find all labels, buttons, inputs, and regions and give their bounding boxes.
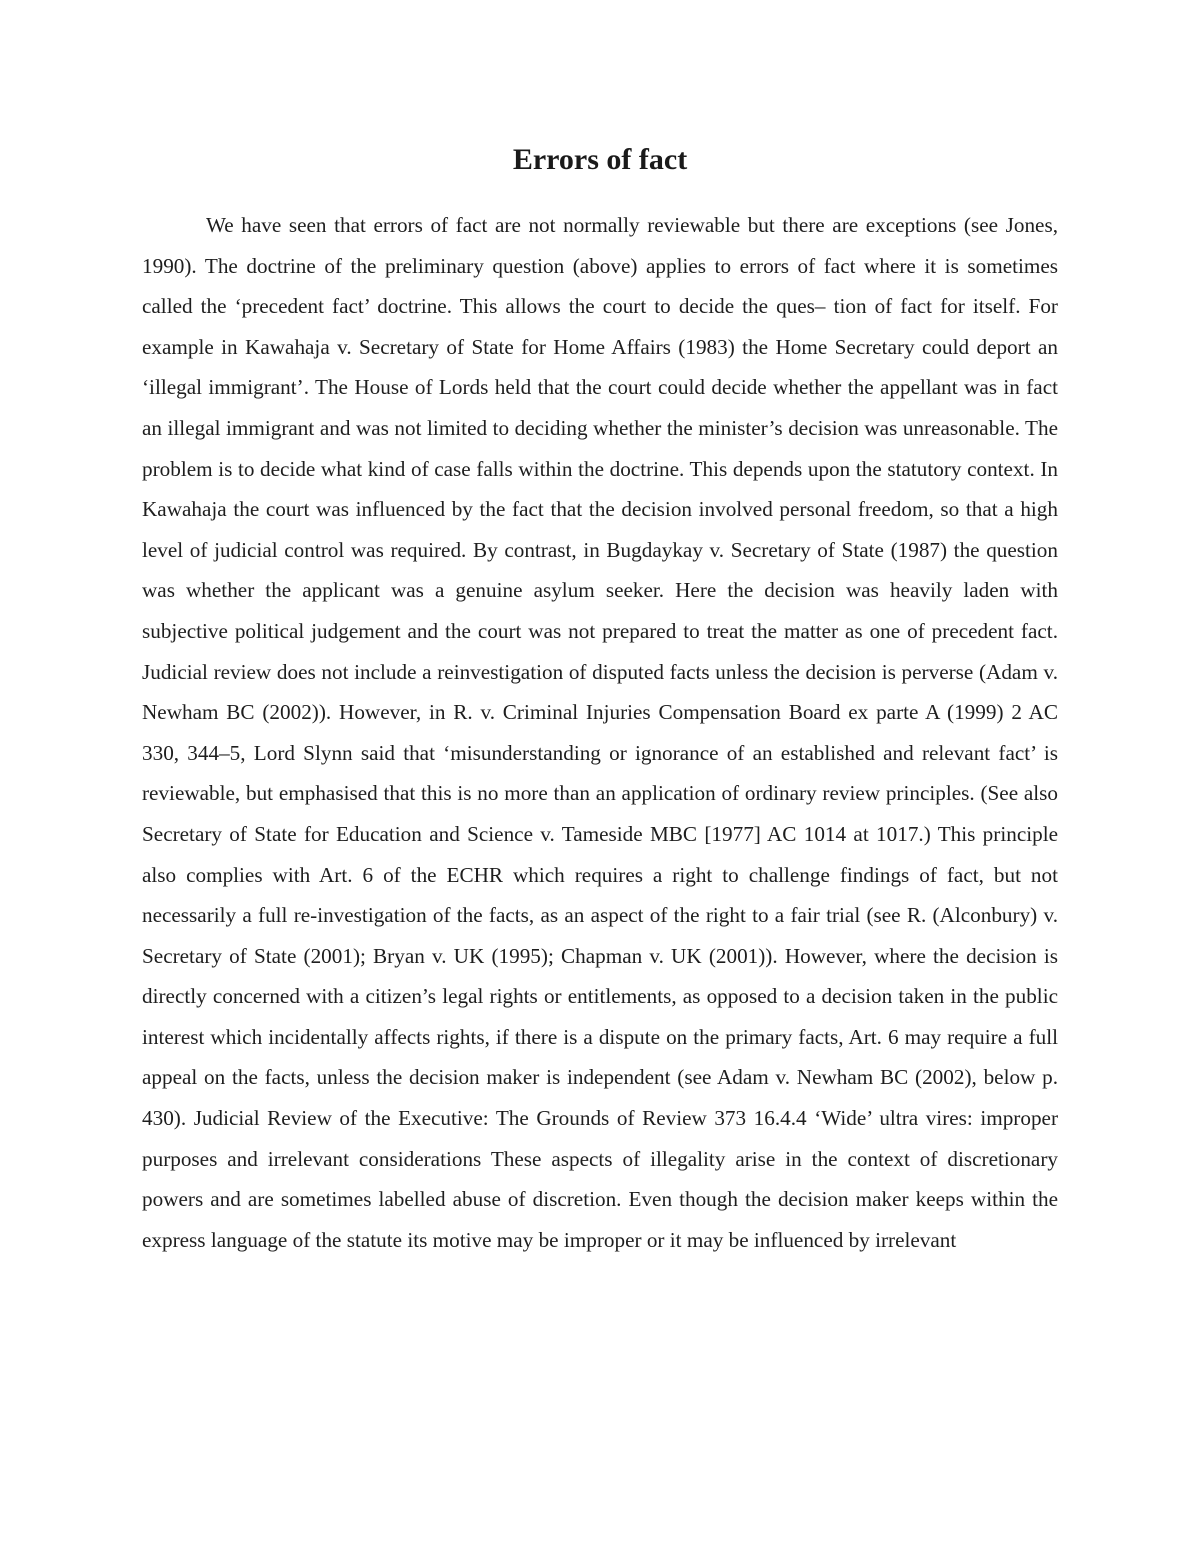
body-paragraph: We have seen that errors of fact are not normally reviewable but there are exceptions (see Jones, 1990). The doctrine of the preliminary question (above) applies to errors of fact where it is sometimes called the ‘precedent fact’ doctrine. This allows the court to decide the ques– tion of fact for itself. For example in Kawahaja v. Secretary of State for Home Affairs (1983) the Home Secretary could deport an ‘illegal immigrant’. The House of Lords held that the court could decide whether the appellant was in fact an illegal immigrant and was not limited to deciding whether the minister’s decision was unreasonable. The problem is to decide what kind of case falls within the doctrine. This depends upon the statutory context. In Kawahaja the court was influenced by the fact that the decision involved personal freedom, so that a high level of judicial control was required. By contrast, in Bugdaykay v. Secretary of State (1987) the question was whether the applicant was a genuine asylum seeker. Here the decision was heavily laden with subjective political judgement and the court was not prepared to treat the matter as one of precedent fact. Judicial review does not include a reinvestigation of disputed facts unless the decision is perverse (Adam v. Newham BC (2002)). However, in R. v. Criminal Injuries Compensation Board ex parte A (1999) 2 AC 330, 344–5, Lord Slynn said that ‘misunderstanding or ignorance of an established and relevant fact’ is reviewable, but emphasised that this is no more than an application of ordinary review principles. (See also Secretary of State for Education and Science v. Tameside MBC [1977] AC 1014 at 1017.) This principle also complies with Art. 6 of the ECHR which requires a right to challenge findings of fact, but not necessarily a full re-investigation of the facts, as an aspect of the right to a fair trial (see R. (Alconbury) v. Secretary of State (2001); Bryan v. UK (1995); Chapman v. UK (2001)). However, where the decision is directly concerned with a citizen’s legal rights or entitlements, as opposed to a decision taken in the public interest which incidentally affects rights, if there is a dispute on the primary facts, Art. 6 may require a full appeal on the facts, unless the decision maker is independent (see Adam v. Newham BC (2002), below p. 430). Judicial Review of the Executive: The Grounds of Review 373 16.4.4 ‘Wide’ ultra vires: improper purposes and irrelevant considerations These aspects of illegality arise in the context of discretionary powers and are sometimes labelled abuse of discretion. Even though the decision maker keeps within the express language of the statute its motive may be improper or it may be influenced by irrelevant <box>142 213 1058 1252</box>
page-title: Errors of fact <box>512 143 688 176</box>
